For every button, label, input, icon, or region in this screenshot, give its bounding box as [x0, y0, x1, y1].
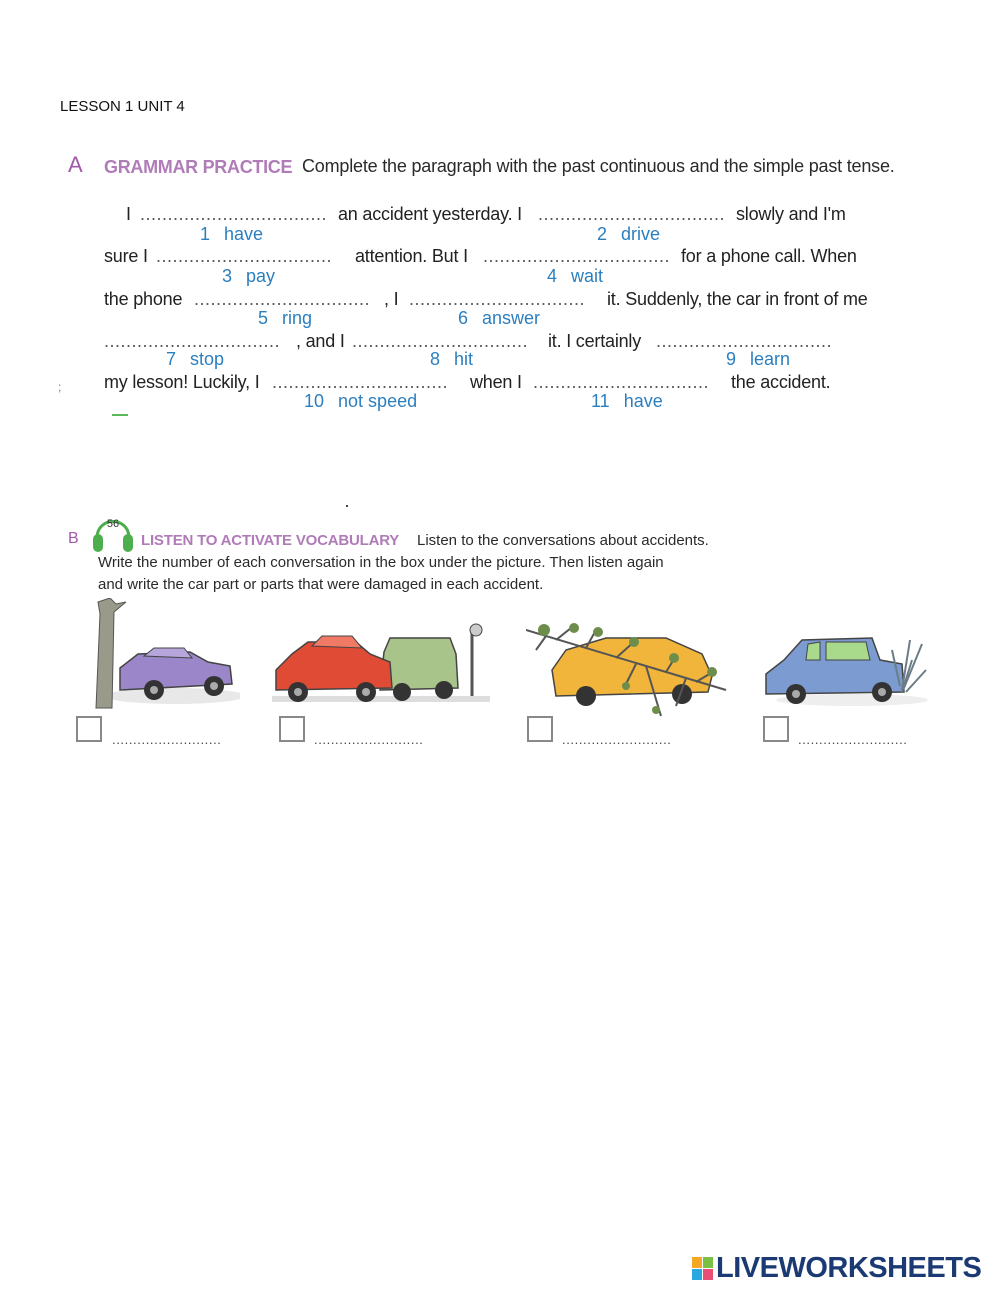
section-a-instruction: Complete the paragraph with the past continuous and the simple past tense.: [302, 156, 895, 176]
hint-1: 1 have: [200, 224, 264, 244]
text-segment: my lesson! Luckily, I: [104, 372, 260, 392]
hint-10: 10 not speed: [304, 391, 418, 411]
section-b-instruction-1: Listen to the conversations about accidents.: [417, 532, 709, 549]
answer-line-1[interactable]: ..........................: [112, 732, 222, 747]
text-segment: sure I: [104, 246, 148, 266]
blank-4[interactable]: ..................................: [483, 246, 671, 266]
hint-3: 3 pay: [222, 266, 276, 286]
tree-fell-on-car-icon: [526, 620, 728, 720]
section-b-title: LISTEN TO ACTIVATE VOCABULARY: [141, 532, 400, 549]
blank-5[interactable]: ................................: [194, 289, 371, 309]
section-a-title: GRAMMAR PRACTICE: [104, 157, 293, 177]
answer-box-2[interactable]: [279, 716, 305, 742]
page-header: LESSON 1 UNIT 4: [60, 98, 185, 115]
answer-box-4[interactable]: [763, 716, 789, 742]
answer-box-3[interactable]: [527, 716, 553, 742]
text-segment: it. I certainly: [548, 331, 642, 351]
margin-mark: ;: [58, 380, 62, 394]
blank-1[interactable]: ..................................: [140, 204, 328, 224]
text-segment: when I: [470, 372, 522, 392]
answer-line-3[interactable]: ..........................: [562, 732, 672, 747]
blank-9[interactable]: ................................: [656, 331, 833, 351]
section-b-instruction-2: Write the number of each conversation in the box under the picture. Then listen again: [98, 554, 664, 571]
green-dash: [112, 414, 128, 416]
answer-box-1[interactable]: [76, 716, 102, 742]
hint-8: 8 hit: [430, 349, 474, 369]
section-a-letter: A: [68, 152, 83, 177]
blank-8[interactable]: ................................: [352, 331, 529, 351]
blank-7[interactable]: ................................: [104, 331, 281, 351]
track-number: 56: [106, 518, 120, 530]
text-segment: the accident.: [731, 372, 831, 392]
logo-text: LIVEWORKSHEETS: [716, 1252, 982, 1284]
text-segment: the phone: [104, 289, 183, 309]
answer-line-4[interactable]: ..........................: [798, 732, 908, 747]
text-segment: , I: [384, 289, 399, 309]
liveworksheets-logo-icon: [692, 1257, 714, 1281]
section-b-letter: B: [68, 530, 79, 547]
hint-6: 6 answer: [458, 308, 541, 328]
car-hit-bush-icon: [762, 630, 928, 710]
text-segment: it. Suddenly, the car in front of me: [607, 289, 868, 309]
hint-5: 5 ring: [258, 308, 313, 328]
text-segment: an accident yesterday. I: [338, 204, 522, 224]
car-hit-tree-icon: [80, 598, 240, 713]
headphones-icon[interactable]: [91, 508, 135, 556]
answer-line-2[interactable]: ..........................: [314, 732, 424, 747]
hint-2: 2 drive: [597, 224, 661, 244]
text-segment: attention. But I: [355, 246, 468, 266]
blank-6[interactable]: ................................: [409, 289, 586, 309]
blank-11[interactable]: ................................: [533, 372, 710, 392]
text-segment: slowly and I'm: [736, 204, 846, 224]
blank-3[interactable]: ................................: [156, 246, 333, 266]
text-segment: I: [126, 204, 131, 224]
blank-2[interactable]: ..................................: [538, 204, 726, 224]
hint-11: 11 have: [591, 391, 663, 411]
text-segment: for a phone call. When: [681, 246, 857, 266]
hint-4: 4 wait: [547, 266, 604, 286]
section-b-instruction-3: and write the car part or parts that were damaged in each accident.: [98, 576, 544, 593]
blank-10[interactable]: ................................: [272, 372, 449, 392]
hint-7: 7 stop: [166, 349, 225, 369]
rear-end-collision-icon: [272, 618, 490, 713]
text-segment: , and I: [296, 331, 345, 351]
stray-dot: [346, 505, 348, 507]
hint-9: 9 learn: [726, 349, 791, 369]
